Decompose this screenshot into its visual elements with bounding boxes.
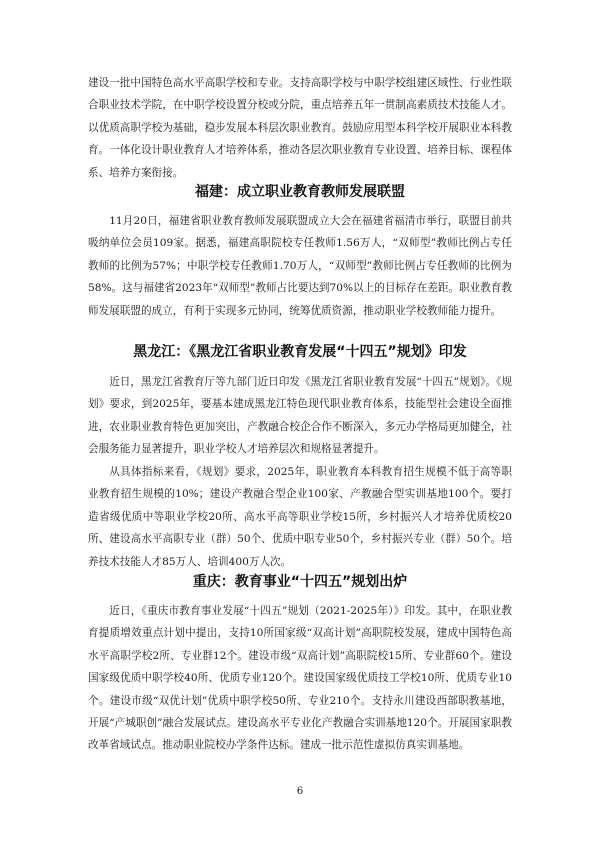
heilongjiang-paragraph-1: 近日，黑龙江省教育厅等九部门近日印发《黑龙江省职业教育发展“十四五”规划》。《规划》要求，到2025年，要基本建成黑龙江特色现代职业教育体系，技能型社会建设全面推进，农业职业教育特色更加突出，产教融合校企合作不断深入，多元办学格局更加健全，社会服务能力显著提升，职业学校人才培养层次和规格显著提升。	[88, 376, 512, 456]
section-heading-chongqing: 重庆：教育事业“十四五”规划出炉	[192, 574, 408, 590]
section-heading-fujian: 福建：成立职业教育教师发展联盟	[195, 184, 405, 200]
fujian-paragraph: 11月20日，福建省职业教育教师发展联盟成立大会在福建省福清市举行，联盟目前共吸纳单位会员109家。据悉，福建高职院校专任教师1.56万人，“双师型”教师比例占专任教师的比例为57%；中职学校专任教师1.70万人，“双师型”教师比例占专任教师的比例为58%。这与福建省2023年“双师型”教师占比要达到70%以上的目标存在差距。职业教育教师发展联盟的成立，有利于实现多元协同，统筹优质资源，推动职业学校教师能力提升。	[88, 215, 512, 317]
intro-paragraph: 建设一批中国特色高水平高职学校和专业。支持高职学校与中职学校组建区域性、行业性联合职业技术学院，在中职学校设置分校或分院，重点培养五年一贯制高素质技术技能人才。以优质高职学校为基础，稳步发展本科层次职业教育。鼓励应用型本科学校开展职业本科教育。一体化设计职业教育人才培养体系，推动各层次职业教育专业设置、培养目标、课程体系、培养方案衔接。	[88, 77, 512, 179]
section-heading-heilongjiang: 黑龙江：《黑龙江省职业教育发展“十四五”规划》印发	[133, 344, 467, 360]
heilongjiang-paragraph-2: 从具体指标来看，《规划》要求，2025年，职业教育本科教育招生规模不低于高等职业教育招生规模的10%；建设产教融合型企业100家、产教融合型实训基地100个。要打造省级优质中等职业学校20所、高水平高等职业学校15所，乡村振兴人才培养优质校20所、建设高水平高职专业（群）50个、优质中职专业50个，乡村振兴专业（群）50个。培养技术技能人才85万人、培训400万人次。	[88, 466, 512, 568]
chongqing-paragraph: 近日，《重庆市教育事业发展“十四五”规划（2021-2025年）》印发。其中，在职业教育提质增效重点计划中提出，支持10所国家级“双高计划”高职院校发展，建成中国特色高水平高职学校2所、专业群12个。建设市级“双高计划”高职院校15所、专业群60个。建设国家级优质中职学校40所、优质专业120个。建设国家级优质技工学校10所、优质专业10个。建设市级“双优计划”优质中职学校50所、专业210个。支持永川建设西部职教基地，开展“产城职创”融合发展试点。建设高水平专业化产教融合实训基地120个。开展国家职教改革省域试点。推动职业院校办学条件达标。建成一批示范性虚拟仿真实训基地。	[88, 605, 512, 752]
page-number: 6	[296, 786, 304, 797]
